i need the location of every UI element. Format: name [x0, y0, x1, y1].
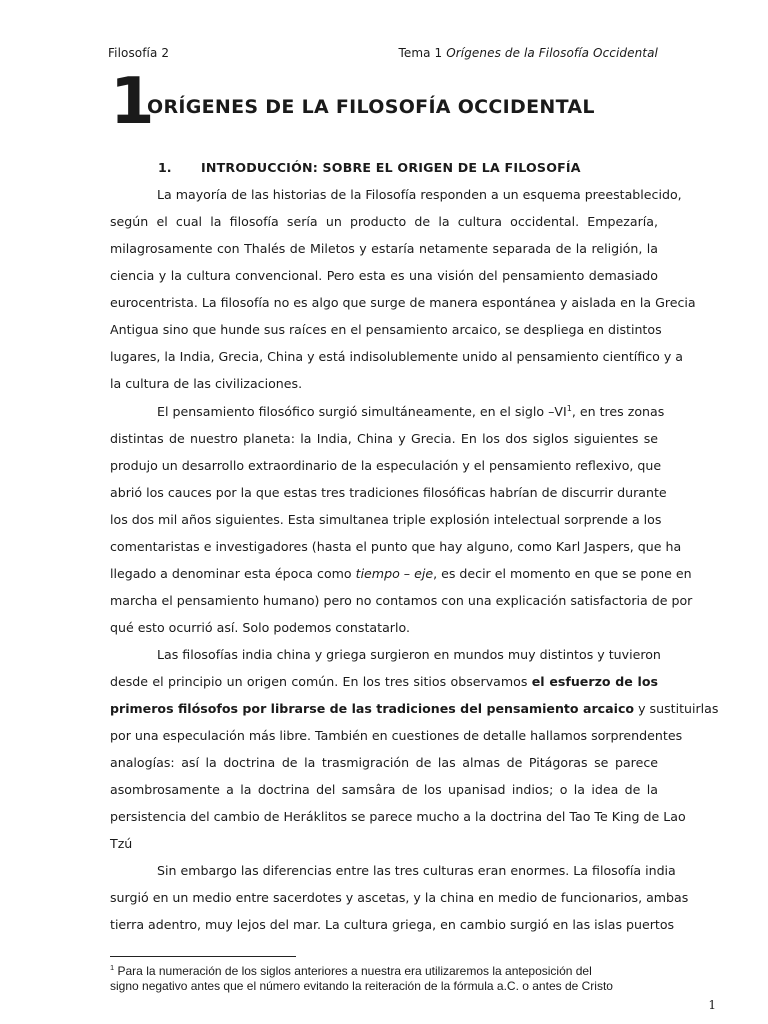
chapter-title: ORÍGENES DE LA FILOSOFÍA OCCIDENTAL — [147, 96, 595, 118]
text-line: Las filosofías india china y griega surgieron en mundos muy distintos y tuvieron — [157, 647, 661, 662]
section-number: 1. — [158, 160, 172, 175]
footnote-marker: 1 — [110, 963, 115, 972]
text-line: distintas de nuestro planeta: la India, China y Grecia. En los dos siglos siguientes se — [110, 431, 658, 446]
text-line: Sin embargo las diferencias entre las tres culturas eran enormes. La filosofía india — [157, 863, 676, 878]
page-number: 1 — [708, 998, 716, 1012]
text-line: ciencia y la cultura convencional. Pero esta es una visión del pensamiento demasiado — [110, 268, 658, 283]
footnote: $^1$ Para la numeración de los siglos anteriores a nuestra era utilizaremos la anteposición del — [110, 963, 592, 978]
text-line: produjo un desarrollo extraordinario de la especulación y el pensamiento reflexivo, que — [110, 458, 662, 473]
text-line: asombrosamente a la doctrina del samsâra de los upanisad indios; o la idea de la — [110, 782, 658, 797]
footnote-ref[interactable]: 1 — [566, 403, 572, 413]
text-line: Antigua sino que hunde sus raíces en el pensamiento arcaico, se despliega en distintos — [110, 322, 662, 337]
bold-phrase: el esfuerzo de los — [531, 674, 659, 689]
text-line: desde el principio un origen común. En los tres sitios observamos el esfuerzo de los — [110, 674, 659, 689]
text-line: persistencia del cambio de Heráklitos se parece mucho a la doctrina del Tao Te King de Lao — [110, 809, 686, 824]
text-line: tierra adentro, muy lejos del mar. La cultura griega, en cambio surgió en las islas puertos — [110, 917, 675, 932]
text-line: abrió los cauces por la que estas tres tradiciones filosóficas habrían de discurrir durante — [110, 485, 667, 500]
text-line: surgió en un medio entre sacerdotes y ascetas, y la china en medio de funcionarios, ambas — [110, 890, 689, 905]
section-title: INTRODUCCIÓN: SOBRE EL ORIGEN DE LA FILOSOFÍA — [201, 160, 581, 175]
header-topic: Tema 1 Orígenes de la Filosofía Occidental — [398, 46, 658, 60]
text-line: analogías: así la doctrina de la trasmigración de las almas de Pitágoras se parece — [110, 755, 658, 770]
text-line: marcha el pensamiento humano) pero no contamos con una explicación satisfactoria de por — [110, 593, 693, 608]
bold-phrase: primeros filósofos por librarse de las tradiciones del pensamiento arcaico — [110, 701, 635, 716]
text-line: primeros filósofos por librarse de las tradiciones del pensamiento arcaico y sustituirlas — [110, 701, 719, 716]
text-line: según el cual la filosofía sería un producto de la cultura occidental. Empezaría, — [110, 214, 658, 229]
text-line: milagrosamente con Thalés de Miletos y estaría netamente separada de la religión, la — [110, 241, 658, 256]
text-line: la cultura de las civilizaciones. — [110, 376, 303, 391]
text-line: La mayoría de las historias de la Filosofía responden a un esquema preestablecido, — [157, 187, 682, 202]
text-line: Tzú — [110, 836, 133, 851]
footnote-divider — [110, 956, 296, 957]
text-line: llegado a denominar esta época como tiempo – eje, es decir el momento en que se pone en — [110, 566, 692, 581]
text-line: El pensamiento filosófico surgió simultáneamente, en el siglo $-VI^1$, en tres zonas — [157, 403, 665, 419]
text-line: lugares, la India, Grecia, China y está indisolublemente unido al pensamiento científico y a — [110, 349, 684, 364]
text-line: qué esto ocurrió así. Solo podemos constatarlo. — [110, 620, 410, 635]
text-line: eurocentrista. La filosofía no es algo que surge de manera espontánea y aislada en la Grecia — [110, 295, 696, 310]
header-course: Filosofía 2 — [108, 46, 170, 60]
text-line: comentaristas e investigadores (hasta el punto que hay alguno, como Karl Jaspers, que ha — [110, 539, 682, 554]
text-line: por una especulación más libre. También en cuestiones de detalle hallamos sorprendentes — [110, 728, 683, 743]
italic-term: tiempo – eje — [355, 566, 434, 581]
footnote-continued: signo negativo antes que el número evitando la reiteración de la fórmula a.C. o antes de Cristo — [110, 979, 613, 993]
text-line: los dos mil años siguientes. Esta simultanea triple explosión intelectual sorprende a los — [110, 512, 662, 527]
chapter-number: 1 — [110, 65, 155, 139]
